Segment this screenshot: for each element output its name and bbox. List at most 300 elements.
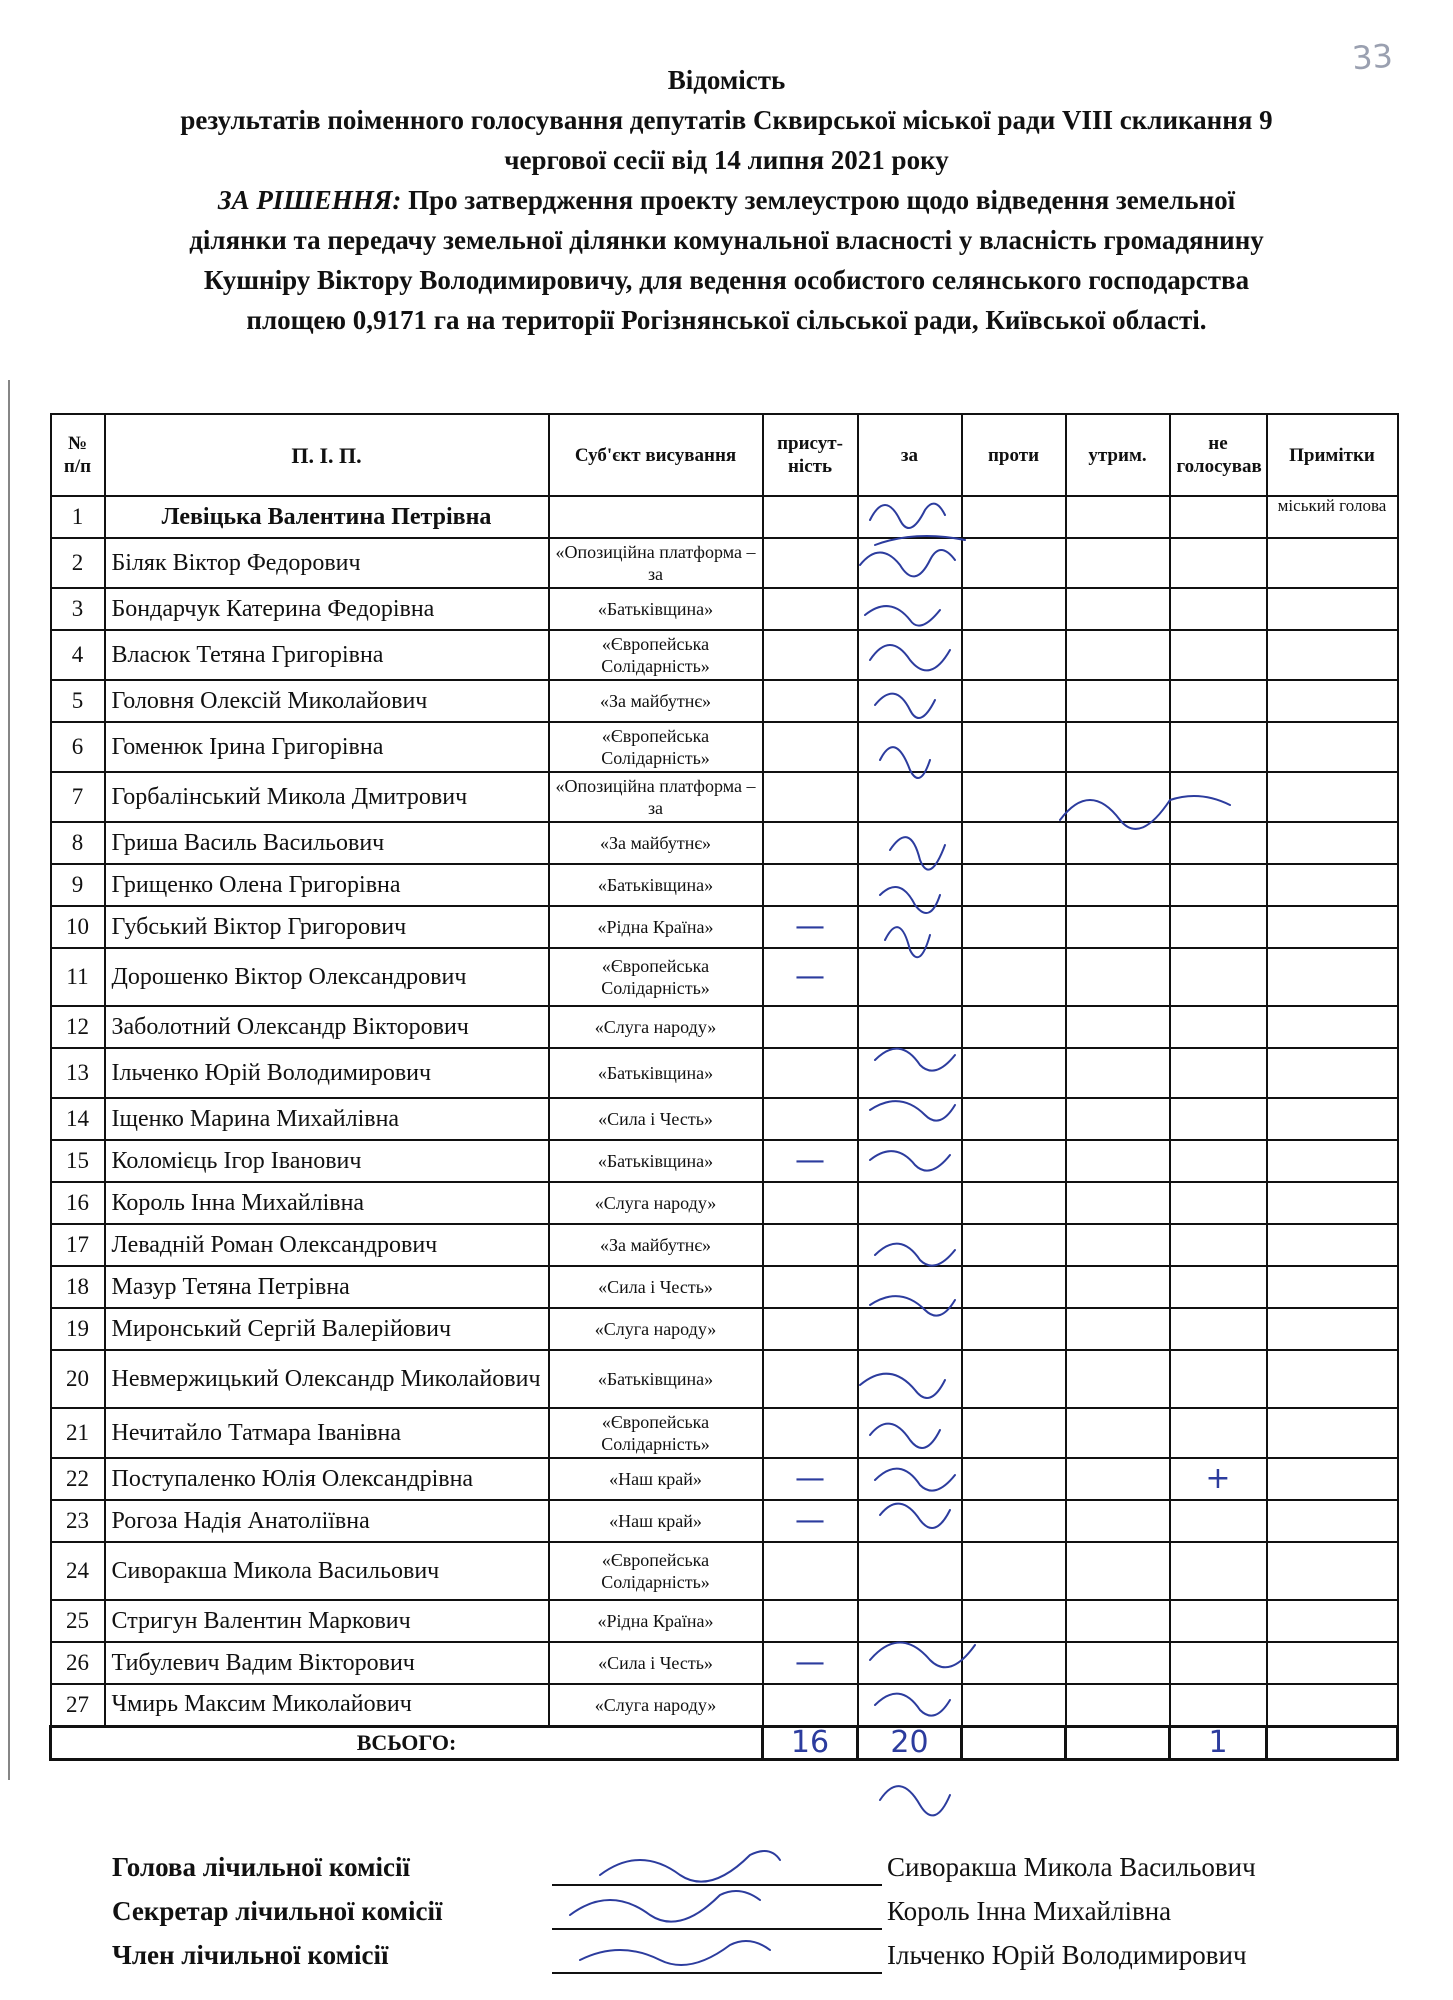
vote-against-cell [962, 1308, 1066, 1350]
vote-for-cell [858, 722, 962, 772]
vote-against-cell [962, 1182, 1066, 1224]
row-number: 17 [51, 1224, 105, 1266]
row-number: 24 [51, 1542, 105, 1600]
note-cell [1267, 1642, 1398, 1684]
page-number-mark: 33 [1350, 36, 1394, 78]
vote-abstain-cell [1066, 1308, 1170, 1350]
vote-against-cell [962, 948, 1066, 1006]
vote-against-cell [962, 906, 1066, 948]
deputy-name: Коломієць Ігор Іванович [105, 1140, 549, 1182]
vote-against-cell [962, 1408, 1066, 1458]
vote-for-cell [858, 496, 962, 538]
nominating-party: «Сила і Честь» [549, 1642, 763, 1684]
note-cell [1267, 1458, 1398, 1500]
deputy-name: Біляк Віктор Федорович [105, 538, 549, 588]
note-cell [1267, 1408, 1398, 1458]
vote-abstain-cell [1066, 1266, 1170, 1308]
nominating-party: «Рідна Країна» [549, 906, 763, 948]
nominating-party: «Європейська Солідарність» [549, 1542, 763, 1600]
vote-for-cell [858, 630, 962, 680]
vote-against-cell [962, 1600, 1066, 1642]
row-number: 2 [51, 538, 105, 588]
deputy-name: Невмержицький Олександр Миколайович [105, 1350, 549, 1408]
vote-abstain-cell [1066, 1140, 1170, 1182]
row-number: 16 [51, 1182, 105, 1224]
vote-against-cell [962, 538, 1066, 588]
present-mark: — [763, 948, 858, 1006]
total-label: ВСЬОГО: [51, 1726, 763, 1759]
decision-subject [40, 180, 1413, 220]
column-header-party: Суб'єкт висування [549, 414, 763, 496]
vote-abstain-cell [1066, 680, 1170, 722]
vote-for-cell [858, 1642, 962, 1684]
document-subtitle-line-1: результатів поіменного голосування депутатів Сквирської міської ради VIII скликання 9 [180, 105, 1273, 135]
present-mark [763, 1266, 858, 1308]
table-row [51, 538, 1398, 588]
vote-for-cell [858, 1048, 962, 1098]
vote-table [49, 413, 1399, 1761]
row-number: 1 [51, 496, 105, 538]
note-cell [1267, 1048, 1398, 1098]
not-voted-cell [1170, 864, 1267, 906]
table-row [51, 1048, 1398, 1098]
column-header-not-voted: не голосував [1170, 414, 1267, 496]
total-not-voted: 1 [1170, 1726, 1267, 1759]
table-row [51, 1098, 1398, 1140]
note-cell [1267, 1600, 1398, 1642]
deputy-name: Поступаленко Юлія Олександрівна [105, 1458, 549, 1500]
vote-against-cell [962, 1542, 1066, 1600]
vote-abstain-cell [1066, 588, 1170, 630]
column-header-number: № п/п [51, 414, 105, 496]
not-voted-cell [1170, 1308, 1267, 1350]
row-number: 21 [51, 1408, 105, 1458]
row-number: 4 [51, 630, 105, 680]
present-mark: — [763, 1500, 858, 1542]
deputy-name: Заболотний Олександр Вікторович [105, 1006, 549, 1048]
table-row [51, 1600, 1398, 1642]
note-cell: міський голова [1267, 496, 1398, 538]
vote-for-cell [858, 1182, 962, 1224]
note-cell [1267, 1542, 1398, 1600]
table-row [51, 772, 1398, 822]
vote-for-cell [858, 1542, 962, 1600]
not-voted-cell [1170, 588, 1267, 630]
vote-against-cell [962, 1266, 1066, 1308]
note-cell [1267, 864, 1398, 906]
vote-abstain-cell [1066, 822, 1170, 864]
deputy-name: Грищенко Олена Григорівна [105, 864, 549, 906]
vote-against-cell [962, 1350, 1066, 1408]
vote-against-cell [962, 1140, 1066, 1182]
nominating-party: «Опозиційна платформа – за [549, 538, 763, 588]
table-row [51, 496, 1398, 538]
not-voted-cell [1170, 948, 1267, 1006]
row-number: 27 [51, 1684, 105, 1726]
vote-abstain-cell [1066, 906, 1170, 948]
nominating-party: «Європейська Солідарність» [549, 630, 763, 680]
vote-abstain-cell [1066, 1182, 1170, 1224]
deputy-name: Дорошенко Віктор Олександрович [105, 948, 549, 1006]
note-cell [1267, 1006, 1398, 1048]
not-voted-cell [1170, 1140, 1267, 1182]
not-voted-cell [1170, 1048, 1267, 1098]
decision-subject-line-3: Кушніру Віктору Володимировичу, для ведення особистого селянського господарства [203, 265, 1250, 295]
signature-vote-for [880, 1786, 950, 1815]
nominating-party: «Наш край» [549, 1500, 763, 1542]
vote-against-cell [962, 630, 1066, 680]
table-row [51, 588, 1398, 630]
table-row [51, 630, 1398, 680]
vote-abstain-cell [1066, 1408, 1170, 1458]
not-voted-cell [1170, 1542, 1267, 1600]
vote-abstain-cell [1066, 1500, 1170, 1542]
vote-abstain-cell [1066, 1224, 1170, 1266]
note-cell [1267, 948, 1398, 1006]
total-abstain [1066, 1726, 1170, 1759]
note-cell [1267, 630, 1398, 680]
present-mark [763, 680, 858, 722]
row-number: 5 [51, 680, 105, 722]
table-row [51, 1684, 1398, 1726]
vote-for-cell [858, 1600, 962, 1642]
vote-abstain-cell [1066, 1642, 1170, 1684]
deputy-name: Стригун Валентин Маркович [105, 1600, 549, 1642]
table-row [51, 948, 1398, 1006]
vote-against-cell [962, 680, 1066, 722]
commission-secretary-name: Король Інна Михайлівна [887, 1896, 1172, 1926]
note-cell [1267, 1098, 1398, 1140]
row-number: 25 [51, 1600, 105, 1642]
present-mark [763, 588, 858, 630]
deputy-name: Ільченко Юрій Володимирович [105, 1048, 549, 1098]
not-voted-cell [1170, 822, 1267, 864]
row-number: 12 [51, 1006, 105, 1048]
deputy-name: Гриша Василь Васильович [105, 822, 549, 864]
row-number: 7 [51, 772, 105, 822]
vote-abstain-cell [1066, 630, 1170, 680]
present-mark [763, 772, 858, 822]
nominating-party [549, 496, 763, 538]
present-mark: — [763, 1458, 858, 1500]
decision-subject-line-1: Про затвердження проекту землеустрою щодо відведення земельної [408, 185, 1236, 215]
vote-for-cell [858, 1308, 962, 1350]
vote-abstain-cell [1066, 1542, 1170, 1600]
not-voted-cell [1170, 1642, 1267, 1684]
vote-for-cell [858, 1500, 962, 1542]
present-mark [763, 1684, 858, 1726]
vote-for-cell [858, 1684, 962, 1726]
total-note [1267, 1726, 1398, 1759]
note-cell [1267, 1308, 1398, 1350]
footer-row-secretary [112, 1896, 1412, 1940]
deputy-name: Бондарчук Катерина Федорівна [105, 588, 549, 630]
vote-abstain-cell [1066, 864, 1170, 906]
vote-for-cell [858, 906, 962, 948]
not-voted-cell [1170, 538, 1267, 588]
vote-for-cell [858, 864, 962, 906]
table-row [51, 722, 1398, 772]
nominating-party: «Опозиційна платформа – за [549, 772, 763, 822]
present-mark [763, 1098, 858, 1140]
not-voted-cell [1170, 1350, 1267, 1408]
vote-abstain-cell [1066, 1098, 1170, 1140]
vote-against-cell [962, 1224, 1066, 1266]
nominating-party: «Сила і Честь» [549, 1098, 763, 1140]
vote-for-cell [858, 1458, 962, 1500]
deputy-name: Губський Віктор Григорович [105, 906, 549, 948]
signature-line [552, 1884, 882, 1886]
nominating-party: «Європейська Солідарність» [549, 1408, 763, 1458]
present-mark [763, 1542, 858, 1600]
table-row [51, 1542, 1398, 1600]
present-mark: — [763, 1642, 858, 1684]
vote-for-cell [858, 588, 962, 630]
row-number: 14 [51, 1098, 105, 1140]
deputy-name: Головня Олексій Миколайович [105, 680, 549, 722]
deputy-name: Левіцька Валентина Петрівна [105, 496, 549, 538]
table-row [51, 1182, 1398, 1224]
not-voted-cell [1170, 1006, 1267, 1048]
not-voted-cell [1170, 1224, 1267, 1266]
present-mark [763, 1048, 858, 1098]
commission-chair-role: Голова лічильної комісії [112, 1852, 410, 1882]
vote-for-cell [858, 1224, 962, 1266]
table-header-row [51, 414, 1398, 496]
table-row [51, 1224, 1398, 1266]
vote-abstain-cell [1066, 1458, 1170, 1500]
column-header-abstain: утрим. [1066, 414, 1170, 496]
nominating-party: «Наш край» [549, 1458, 763, 1500]
total-for: 20 [858, 1726, 962, 1759]
not-voted-cell: + [1170, 1458, 1267, 1500]
table-row [51, 1350, 1398, 1408]
row-number: 9 [51, 864, 105, 906]
document-subtitle-line-2: чергової сесії від 14 липня 2021 року [504, 145, 949, 175]
row-number: 10 [51, 906, 105, 948]
vote-for-cell [858, 1006, 962, 1048]
note-cell [1267, 1350, 1398, 1408]
vote-for-cell [858, 822, 962, 864]
not-voted-cell [1170, 630, 1267, 680]
total-against [962, 1726, 1066, 1759]
row-number: 6 [51, 722, 105, 772]
note-cell [1267, 722, 1398, 772]
vote-against-cell [962, 1642, 1066, 1684]
vote-against-cell [962, 722, 1066, 772]
deputy-name: Іщенко Марина Михайлівна [105, 1098, 549, 1140]
nominating-party: «Слуга народу» [549, 1182, 763, 1224]
vote-against-cell [962, 1684, 1066, 1726]
not-voted-cell [1170, 1266, 1267, 1308]
not-voted-cell [1170, 1684, 1267, 1726]
present-mark [763, 722, 858, 772]
not-voted-cell [1170, 680, 1267, 722]
column-header-for: за [858, 414, 962, 496]
not-voted-cell [1170, 722, 1267, 772]
row-number: 11 [51, 948, 105, 1006]
note-cell [1267, 772, 1398, 822]
note-cell [1267, 538, 1398, 588]
vote-abstain-cell [1066, 1600, 1170, 1642]
deputy-name: Гоменюк Ірина Григорівна [105, 722, 549, 772]
table-row [51, 1006, 1398, 1048]
decision-subject-line-4: площею 0,9171 га на території Рогізнянської сільської ради, Київської області. [246, 305, 1207, 335]
vote-against-cell [962, 496, 1066, 538]
not-voted-cell [1170, 1500, 1267, 1542]
row-number: 26 [51, 1642, 105, 1684]
present-mark [763, 822, 858, 864]
vote-abstain-cell [1066, 538, 1170, 588]
not-voted-cell [1170, 1098, 1267, 1140]
table-row [51, 822, 1398, 864]
note-cell [1267, 1684, 1398, 1726]
deputy-name: Тибулевич Вадим Вікторович [105, 1642, 549, 1684]
vote-abstain-cell [1066, 948, 1170, 1006]
note-cell [1267, 1140, 1398, 1182]
vote-against-cell [962, 1048, 1066, 1098]
present-mark [763, 538, 858, 588]
decision-label: ЗА РІШЕННЯ: [217, 185, 402, 215]
vote-abstain-cell [1066, 496, 1170, 538]
note-cell [1267, 822, 1398, 864]
present-mark [763, 1308, 858, 1350]
vote-for-cell [858, 538, 962, 588]
present-mark [763, 496, 858, 538]
present-mark [763, 1350, 858, 1408]
commission-secretary-role: Секретар лічильної комісії [112, 1896, 443, 1926]
nominating-party: «За майбутнє» [549, 822, 763, 864]
not-voted-cell [1170, 906, 1267, 948]
present-mark: — [763, 906, 858, 948]
vote-against-cell [962, 772, 1066, 822]
note-cell [1267, 906, 1398, 948]
column-header-against: проти [962, 414, 1066, 496]
note-cell [1267, 680, 1398, 722]
table-row [51, 1140, 1398, 1182]
nominating-party: «Батьківщина» [549, 588, 763, 630]
nominating-party: «За майбутнє» [549, 1224, 763, 1266]
footer-row-chair [112, 1852, 1412, 1896]
footer-row-member [112, 1940, 1412, 1984]
vote-against-cell [962, 1500, 1066, 1542]
scan-edge-line [8, 380, 10, 1780]
not-voted-cell [1170, 1600, 1267, 1642]
vote-against-cell [962, 1006, 1066, 1048]
vote-abstain-cell [1066, 722, 1170, 772]
table-row [51, 1642, 1398, 1684]
note-cell [1267, 588, 1398, 630]
present-mark [763, 1224, 858, 1266]
nominating-party: «За майбутнє» [549, 680, 763, 722]
vote-abstain-cell [1066, 1684, 1170, 1726]
decision-subject-line-2: ділянки та передачу земельної ділянки комунальної власності у власність громадянину [189, 225, 1264, 255]
row-number: 20 [51, 1350, 105, 1408]
table-row [51, 1266, 1398, 1308]
note-cell [1267, 1266, 1398, 1308]
column-header-notes: Примітки [1267, 414, 1398, 496]
row-number: 18 [51, 1266, 105, 1308]
vote-for-cell [858, 1098, 962, 1140]
row-number: 23 [51, 1500, 105, 1542]
vote-for-cell [858, 680, 962, 722]
table-row [51, 1500, 1398, 1542]
row-number: 8 [51, 822, 105, 864]
nominating-party: «Рідна Країна» [549, 1600, 763, 1642]
vote-abstain-cell [1066, 772, 1170, 822]
vote-against-cell [962, 588, 1066, 630]
vote-for-cell [858, 948, 962, 1006]
vote-against-cell [962, 1098, 1066, 1140]
not-voted-cell [1170, 772, 1267, 822]
nominating-party: «Європейська Солідарність» [549, 948, 763, 1006]
present-mark [763, 1182, 858, 1224]
deputy-name: Король Інна Михайлівна [105, 1182, 549, 1224]
deputy-name: Власюк Тетяна Григорівна [105, 630, 549, 680]
not-voted-cell [1170, 1182, 1267, 1224]
table-row [51, 1458, 1398, 1500]
vote-against-cell [962, 1458, 1066, 1500]
table-row [51, 864, 1398, 906]
deputy-name: Чмирь Максим Миколайович [105, 1684, 549, 1726]
note-cell [1267, 1500, 1398, 1542]
present-mark [763, 1006, 858, 1048]
vote-for-cell [858, 772, 962, 822]
commission-chair-name: Сиворакша Микола Васильович [887, 1852, 1256, 1882]
vote-for-cell [858, 1408, 962, 1458]
row-number: 3 [51, 588, 105, 630]
nominating-party: «Батьківщина» [549, 1048, 763, 1098]
document-header [40, 60, 1413, 340]
table-row [51, 1308, 1398, 1350]
note-cell [1267, 1224, 1398, 1266]
total-present: 16 [763, 1726, 858, 1759]
present-mark [763, 630, 858, 680]
vote-for-cell [858, 1140, 962, 1182]
not-voted-cell [1170, 496, 1267, 538]
not-voted-cell [1170, 1408, 1267, 1458]
commission-member-name: Ільченко Юрій Володимирович [887, 1940, 1247, 1970]
nominating-party: «Батьківщина» [549, 1140, 763, 1182]
row-number: 15 [51, 1140, 105, 1182]
nominating-party: «Слуга народу» [549, 1308, 763, 1350]
column-header-present: присут-ність [763, 414, 858, 496]
deputy-name: Сиворакша Микола Васильович [105, 1542, 549, 1600]
commission-signatures [112, 1852, 1412, 1984]
nominating-party: «Європейська Солідарність» [549, 722, 763, 772]
deputy-name: Левадній Роман Олександрович [105, 1224, 549, 1266]
table-row [51, 680, 1398, 722]
deputy-name: Мазур Тетяна Петрівна [105, 1266, 549, 1308]
vote-for-cell [858, 1350, 962, 1408]
nominating-party: «Слуга народу» [549, 1684, 763, 1726]
present-mark [763, 1600, 858, 1642]
row-number: 22 [51, 1458, 105, 1500]
table-row [51, 1408, 1398, 1458]
nominating-party: «Батьківщина» [549, 864, 763, 906]
vote-abstain-cell [1066, 1048, 1170, 1098]
present-mark: — [763, 1140, 858, 1182]
signature-line [552, 1928, 882, 1930]
commission-member-role: Член лічильної комісії [112, 1940, 389, 1970]
vote-abstain-cell [1066, 1006, 1170, 1048]
row-number: 19 [51, 1308, 105, 1350]
document-title: Відомість [667, 65, 786, 95]
nominating-party: «Батьківщина» [549, 1350, 763, 1408]
row-number: 13 [51, 1048, 105, 1098]
vote-against-cell [962, 864, 1066, 906]
deputy-name: Нечитайло Татмара Іванівна [105, 1408, 549, 1458]
